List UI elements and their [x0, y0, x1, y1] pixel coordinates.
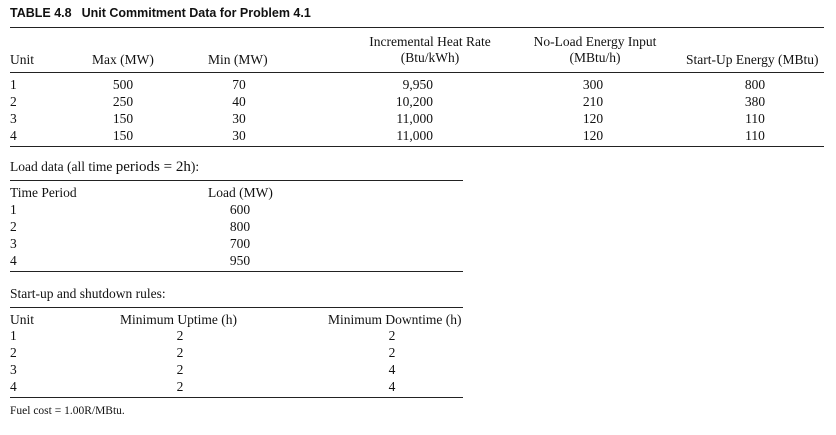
cell-unit: 1: [10, 77, 17, 92]
header-heat-rate: [340, 34, 520, 66]
cell-uptime: 2: [176, 379, 184, 394]
table-caption: Unit Commitment Data for Problem 4.1: [81, 6, 311, 20]
cell-min: 30: [232, 128, 246, 143]
cell-min: 70: [232, 77, 246, 92]
cell-unit: 2: [10, 94, 17, 109]
header-noload-line1: No-Load Energy Input: [533, 34, 657, 49]
cell-startup: 800: [744, 77, 766, 92]
cell-max: 250: [112, 94, 134, 109]
cell-max: 150: [112, 128, 134, 143]
load-bottom-rule: [10, 271, 463, 272]
header-time-period: Time Period: [10, 185, 77, 200]
load-heading-emph: periods = 2h: [115, 159, 191, 175]
load-heading-suffix: ):: [190, 159, 200, 174]
rules-top-rule: [10, 307, 463, 308]
cell-noload: 120: [582, 128, 604, 143]
table-number: TABLE 4.8: [10, 6, 72, 20]
cell-uptime: 2: [176, 362, 184, 377]
cell-downtime: 4: [388, 379, 396, 394]
cell-startup: 380: [744, 94, 766, 109]
cell-heat-rate: 11,000: [396, 111, 433, 126]
cell-unit: 3: [10, 362, 17, 377]
cell-heat-rate: 9,950: [402, 77, 433, 92]
table-bottom-rule: [10, 146, 824, 147]
cell-load: 800: [229, 219, 251, 234]
header-noload: [510, 34, 680, 66]
rules-bottom-rule: [10, 397, 463, 398]
cell-load: 950: [229, 253, 251, 268]
cell-period: 3: [10, 236, 17, 251]
cell-unit: 4: [10, 379, 17, 394]
cell-downtime: 4: [388, 362, 396, 377]
header-uptime: Minimum Uptime (h): [120, 312, 237, 327]
rules-heading: Start-up and shutdown rules:: [10, 286, 166, 301]
cell-min: 30: [232, 111, 246, 126]
cell-load: 600: [229, 202, 251, 217]
load-heading: [10, 159, 199, 176]
cell-heat-rate: 10,200: [395, 94, 433, 109]
header-min: Min (MW): [208, 52, 268, 67]
cell-uptime: 2: [176, 328, 184, 343]
load-top-rule: [10, 180, 463, 181]
header-rules-unit: Unit: [10, 312, 35, 327]
cell-max: 500: [112, 77, 134, 92]
cell-period: 1: [10, 202, 17, 217]
cell-startup: 110: [745, 128, 765, 143]
cell-period: 2: [10, 219, 17, 234]
cell-unit: 4: [10, 128, 17, 143]
header-load: Load (MW): [208, 185, 273, 200]
cell-heat-rate: 11,000: [396, 128, 433, 143]
cell-noload: 300: [582, 77, 604, 92]
cell-noload: 120: [582, 111, 604, 126]
cell-load: 700: [229, 236, 251, 251]
header-startup: Start-Up Energy (MBtu): [686, 52, 819, 67]
cell-unit: 2: [10, 345, 17, 360]
title-rule: [10, 27, 824, 28]
header-heat-rate-line2: (Btu/kWh): [400, 50, 460, 65]
cell-downtime: 2: [388, 328, 396, 343]
header-downtime: Minimum Downtime (h): [328, 312, 462, 327]
header-unit: Unit: [10, 52, 35, 67]
cell-uptime: 2: [176, 345, 184, 360]
header-rule: [10, 72, 824, 73]
cell-unit: 1: [10, 328, 17, 343]
cell-period: 4: [10, 253, 17, 268]
cell-max: 150: [112, 111, 134, 126]
cell-startup: 110: [745, 111, 765, 126]
footnote: Fuel cost = 1.00R/MBtu.: [10, 405, 125, 417]
table-title: [10, 6, 311, 20]
cell-noload: 210: [582, 94, 604, 109]
header-heat-rate-line1: Incremental Heat Rate: [369, 34, 491, 49]
header-max: Max (MW): [92, 52, 154, 67]
cell-downtime: 2: [388, 345, 396, 360]
cell-min: 40: [232, 94, 246, 109]
load-heading-prefix: Load data (all time: [10, 159, 116, 174]
header-noload-line2: (MBtu/h): [569, 50, 621, 65]
cell-unit: 3: [10, 111, 17, 126]
